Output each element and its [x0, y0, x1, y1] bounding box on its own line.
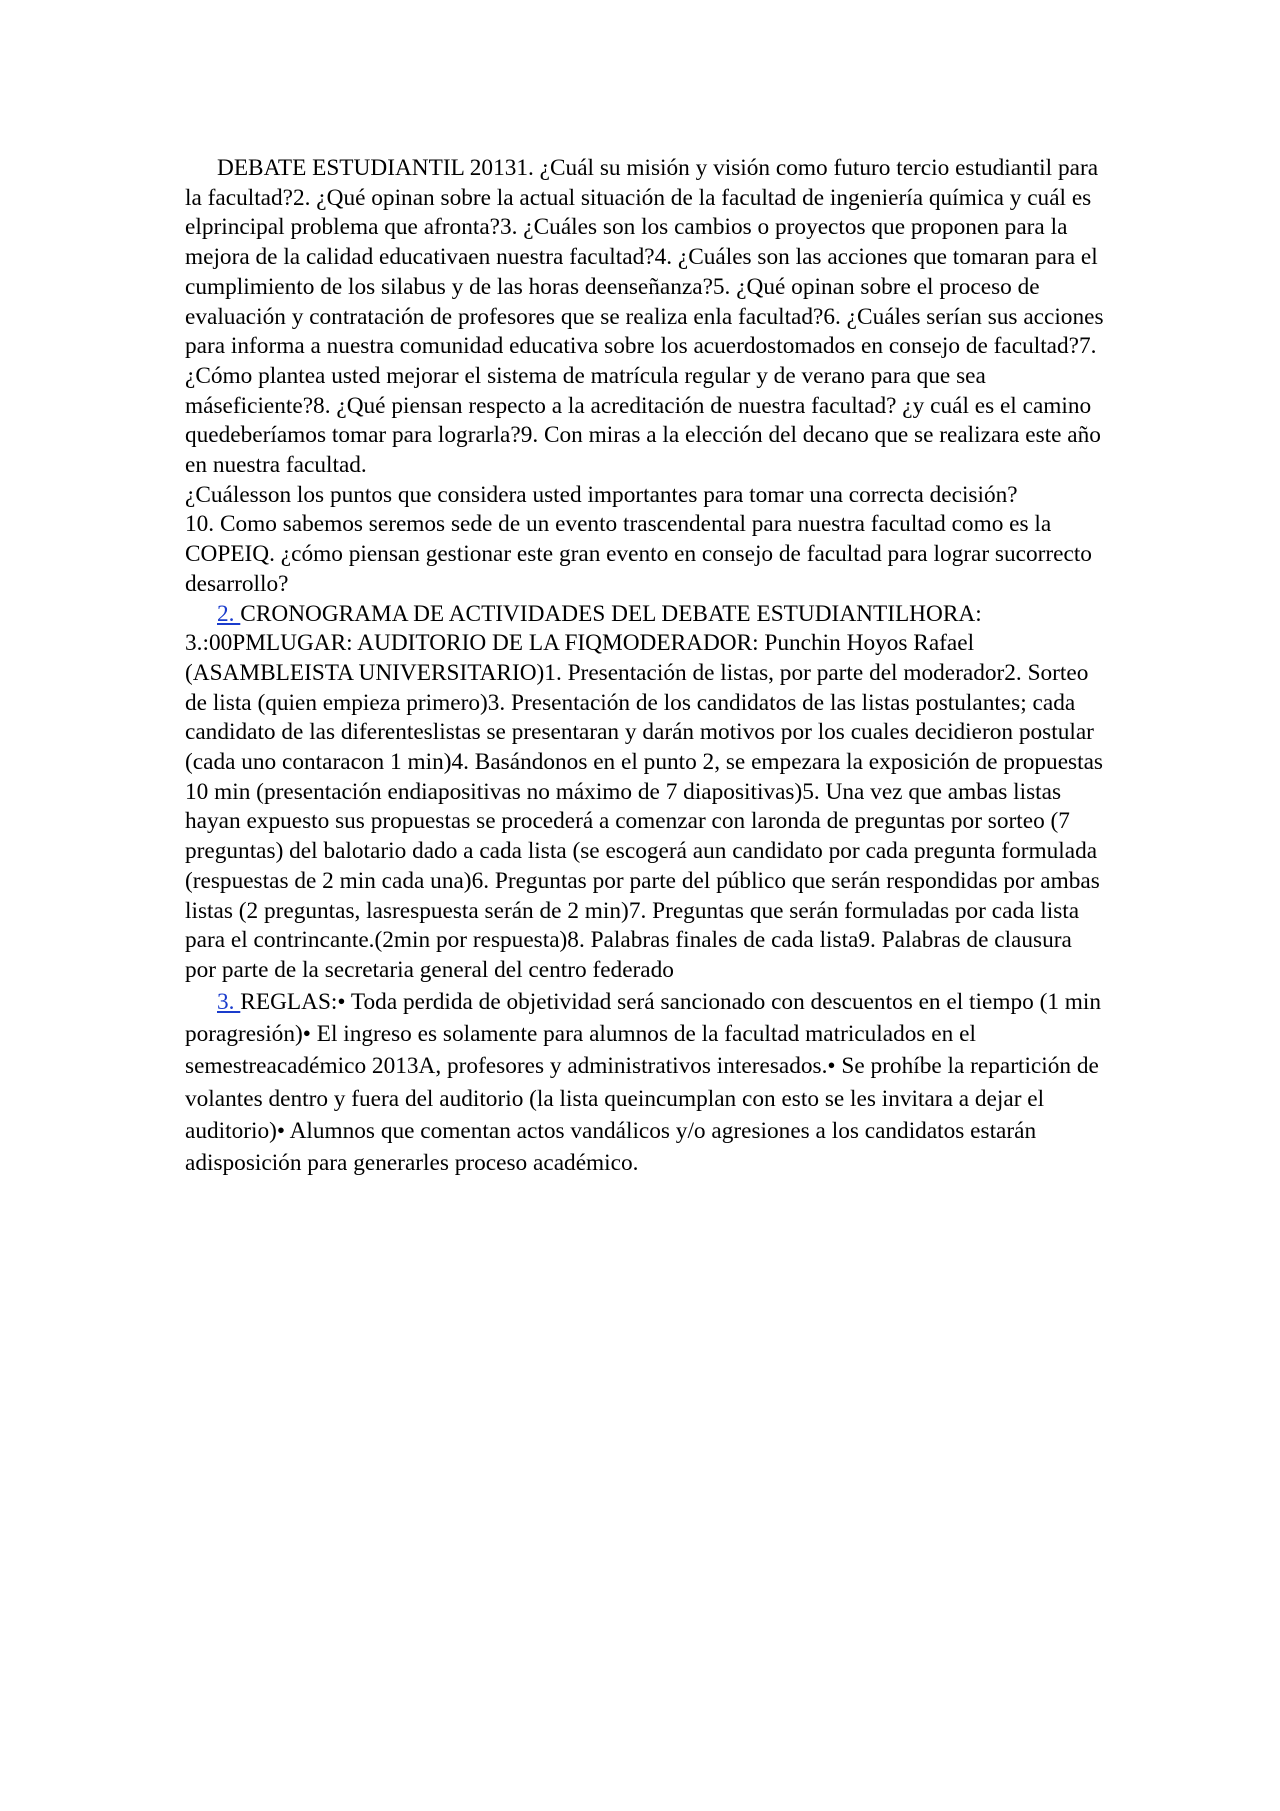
question-10-paragraph: 10. Como sabemos seremos sede de un evento trascendental para nuestra facultad como es la COPEIQ. ¿cómo piensan gestionar este gran evento en consejo de facultad para lograr sucorrecto desarrollo? [185, 511, 1092, 597]
rules-paragraph [185, 986, 1105, 1180]
section-3-number-link[interactable]: 3. [217, 988, 241, 1015]
schedule-text: CRONOGRAMA DE ACTIVIDADES DEL DEBATE ESTUDIANTILHORA: 3.:00PMLUGAR: AUDITORIO DE LA FIQMODERADOR: Punchin Hoyos Rafael (ASAMBLEISTA UNIVERSITARIO)1. Presentación de listas, por parte del moderador2. Sorteo de lista (quien empieza primero)3. Presentación de los candidatos de las listas postulantes; cada candidato de las diferenteslistas se presentaran y darán motivos por los cuales decidieron postular (cada uno contaracon 1 min)4. Basándonos en el punto 2, se empezara la exposición de propuestas 10 min (presentación endiapositivas no máximo de 7 diapositivas)5. Una vez que ambas listas hayan expuesto sus propuestas se procederá a comenzar con laronda de preguntas por sorteo (7 preguntas) del balotario dado a cada lista (se escogerá aun candidato por cada pregunta formulada (respuestas de 2 min cada una)6. Preguntas por parte del público que serán respondidas por ambas listas (2 preguntas, lasrespuesta serán de 2 min)7. Preguntas que serán formuladas por cada lista para el contrincante.(2min por respuesta)8. Palabras finales de cada lista9. Palabras de clausura por parte de la secretaria general del centro federado [185, 600, 1103, 983]
section-2-number-link[interactable]: 2. [217, 600, 241, 627]
rules-text: REGLAS:• Toda perdida de objetividad será sancionado con descuentos en el tiempo (1 min poragresión)• El ingreso es solamente para alumnos de la facultad matriculados en el semestreacadémico 2013A, profesores y administrativos interesados.• Se prohíbe la repartición de volantes dentro y fuera del auditorio (la lista queincumplan con esto se les invitara a dejar el auditorio)• Alumnos que comentan actos vandálicos y/o agresiones a los candidatos estarán adisposición para generarles proceso académico. [185, 988, 1102, 1177]
debate-questions-paragraph: DEBATE ESTUDIANTIL 20131. ¿Cuál su misión y visión como futuro tercio estudiantil para la facultad?2. ¿Qué opinan sobre la actual situación de la facultad de ingeniería química y cuál es elprincipal problema que afronta?3. ¿Cuáles son los cambios o proyectos que proponen para la mejora de la calidad educativaen nuestra facultad?4. ¿Cuáles son las acciones que tomaran para el cumplimiento de los silabus y de las horas deenseñanza?5. ¿Qué opinan sobre el proceso de evaluación y contratación de profesores que se realiza enla facultad?6. ¿Cuáles serían sus acciones para informa a nuestra comunidad educativa sobre los acuerdostomados en consejo de facultad?7. ¿Cómo plantea usted mejorar el sistema de matrícula regular y de verano para que sea máseficiente?8. ¿Qué piensan respecto a la acreditación de nuestra facultad? ¿y cuál es el camino quedeberíamos tomar para lograrla?9. Con miras a la elección del decano que se realizara este año en nuestra facultad. [185, 155, 1104, 479]
schedule-paragraph [185, 600, 1105, 986]
document-page [185, 154, 1105, 1179]
question-9-continuation: ¿Cuálesson los puntos que considera usted importantes para tomar una correcta decisión? [185, 481, 1018, 508]
